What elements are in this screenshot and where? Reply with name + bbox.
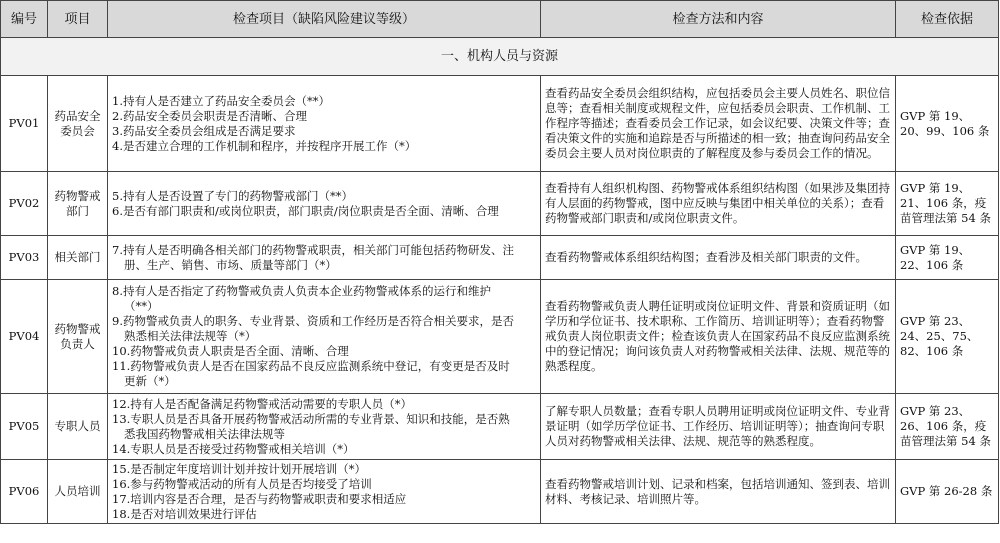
row-method: 查看药物警戒体系组织结构图；查看涉及相关部门职责的文件。 <box>541 236 896 280</box>
row-item: 药物警戒部门 <box>48 172 108 236</box>
row-code: PV06 <box>1 460 48 524</box>
check-line: 16.参与药物警戒活动的所有人员是否均接受了培训 <box>112 476 372 491</box>
row-checks <box>108 460 541 524</box>
check-line: 15.是否制定年度培训计划并按计划开展培训（*） <box>112 461 367 476</box>
check-line: 9.药物警戒负责人的职务、专业背景、资质和工作经历是否符合相关要求，是否 <box>112 314 514 328</box>
row-basis: GVP 第 19、20、99、106 条 <box>896 76 999 172</box>
row-method: 查看持有人组织机构图、药物警戒体系组织结构图（如果涉及集团持有人层面的药物警戒，图中应反映与集团中相关单位的关系）；查看药物警戒部门职责和/或岗位职责文件。 <box>541 172 896 236</box>
check-line: 17.培训内容是否合理，是否与药物警戒职责和要求相适应 <box>112 491 407 506</box>
row-code: PV03 <box>1 236 48 280</box>
row-method: 查看药物警戒负责人聘任证明或岗位证明文件、背景和资质证明（如学历和学位证书、技术职称、工作简历、培训证明等）；查看药物警戒负责人岗位职责文件；检查该负责人在国家药品不良反应监测系统中的登记情况；询问该负责人对药物警戒相关法律、法规、规范等的熟悉程度。 <box>541 280 896 394</box>
check-line: 2.药品安全委员会职责是否清晰、合理 <box>112 108 307 123</box>
check-line: 10.药物警戒负责人职责是否全面、清晰、合理 <box>112 344 349 358</box>
header-checks: 检查项目（缺陷风险建议等级） <box>108 1 541 38</box>
table-row <box>1 280 999 394</box>
check-line: 7.持有人是否明确各相关部门的药物警戒职责，相关部门可能包括药物研发、注 <box>112 242 514 257</box>
table-row <box>1 460 999 524</box>
row-method: 查看药品安全委员会组织结构，应包括委员会主要人员姓名、职位信息等；查看相关制度或规程文件，应包括委员会职责、工作机制、工作程序等描述；查看委员会工作记录，如会议纪要、决策文件等；查看决策文件的实施和追踪是否与所描述的相一致；抽查询问药品安全委员会主要人员对岗位职责的了解程度及参与委员会工作的情况。 <box>541 76 896 172</box>
row-checks <box>108 76 541 172</box>
row-basis: GVP 第 19、21、106 条，疫苗管理法第 54 条 <box>896 172 999 236</box>
row-code: PV02 <box>1 172 48 236</box>
check-line: 5.持有人是否设置了专门的药物警戒部门（**） <box>112 188 353 203</box>
row-item: 专职人员 <box>48 394 108 460</box>
header-row <box>1 1 999 38</box>
row-item: 人员培训 <box>48 460 108 524</box>
check-line: 12.持有人是否配备满足药物警戒活动需要的专职人员（*） <box>112 396 413 411</box>
row-checks <box>108 236 541 280</box>
row-item: 药品安全委员会 <box>48 76 108 172</box>
row-method: 了解专职人员数量；查看专职人员聘用证明或岗位证明文件、专业背景证明（如学历学位证书、工作经历、培训证明等）；抽查询问专职人员对药物警戒相关法律、法规、规范等的熟悉程度。 <box>541 394 896 460</box>
row-item: 药物警戒负责人 <box>48 280 108 394</box>
check-line: 11.药物警戒负责人是否在国家药品不良反应监测系统中登记，有变更是否及时 <box>112 359 510 373</box>
section-title: 一、机构人员与资源 <box>1 38 999 76</box>
row-code: PV01 <box>1 76 48 172</box>
section-row <box>1 38 999 76</box>
check-line: 4.是否建立合理的工作机制和程序，并按程序开展工作（*） <box>112 138 417 153</box>
check-line: 8.持有人是否指定了药物警戒负责人负责本企业药物警戒体系的运行和维护 <box>112 284 491 298</box>
row-checks <box>108 172 541 236</box>
check-line: 18.是否对培训效果进行评估 <box>112 506 257 521</box>
check-line: 6.是否有部门职责和/或岗位职责，部门职责/岗位职责是否全面、清晰、合理 <box>112 203 499 218</box>
row-code: PV04 <box>1 280 48 394</box>
table-row <box>1 394 999 460</box>
check-line: 更新（*） <box>124 374 176 388</box>
table-row <box>1 236 999 280</box>
check-line: 14.专职人员是否接受过药物警戒相关培训（*） <box>112 441 355 456</box>
row-basis: GVP 第 19、22、106 条 <box>896 236 999 280</box>
check-line: 熟悉相关法律法规等（*） <box>124 329 257 343</box>
check-line: 悉我国药物警戒相关法律法规等 <box>124 426 285 441</box>
check-line: 册、生产、销售、市场、质量等部门（*） <box>124 257 337 272</box>
header-item: 项目 <box>48 1 108 38</box>
row-basis: GVP 第 26-28 条 <box>896 460 999 524</box>
row-basis: GVP 第 23、26、106 条，疫苗管理法第 54 条 <box>896 394 999 460</box>
header-basis: 检查依据 <box>896 1 999 38</box>
row-item: 相关部门 <box>48 236 108 280</box>
check-line: 13.专职人员是否具备开展药物警戒活动所需的专业背景、知识和技能，是否熟 <box>112 411 510 426</box>
check-line: 1.持有人是否建立了药品安全委员会（**） <box>112 93 330 108</box>
row-code: PV05 <box>1 394 48 460</box>
table-row <box>1 172 999 236</box>
row-checks <box>108 394 541 460</box>
table-row <box>1 76 999 172</box>
check-line: 3.药品安全委员会组成是否满足要求 <box>112 123 296 138</box>
row-basis: GVP 第 23、24、25、75、82、106 条 <box>896 280 999 394</box>
header-code: 编号 <box>1 1 48 38</box>
header-method: 检查方法和内容 <box>541 1 896 38</box>
row-checks <box>108 280 541 394</box>
check-line: （**） <box>124 299 159 313</box>
row-method: 查看药物警戒培训计划、记录和档案，包括培训通知、签到表、培训材料、考核记录、培训照片等。 <box>541 460 896 524</box>
